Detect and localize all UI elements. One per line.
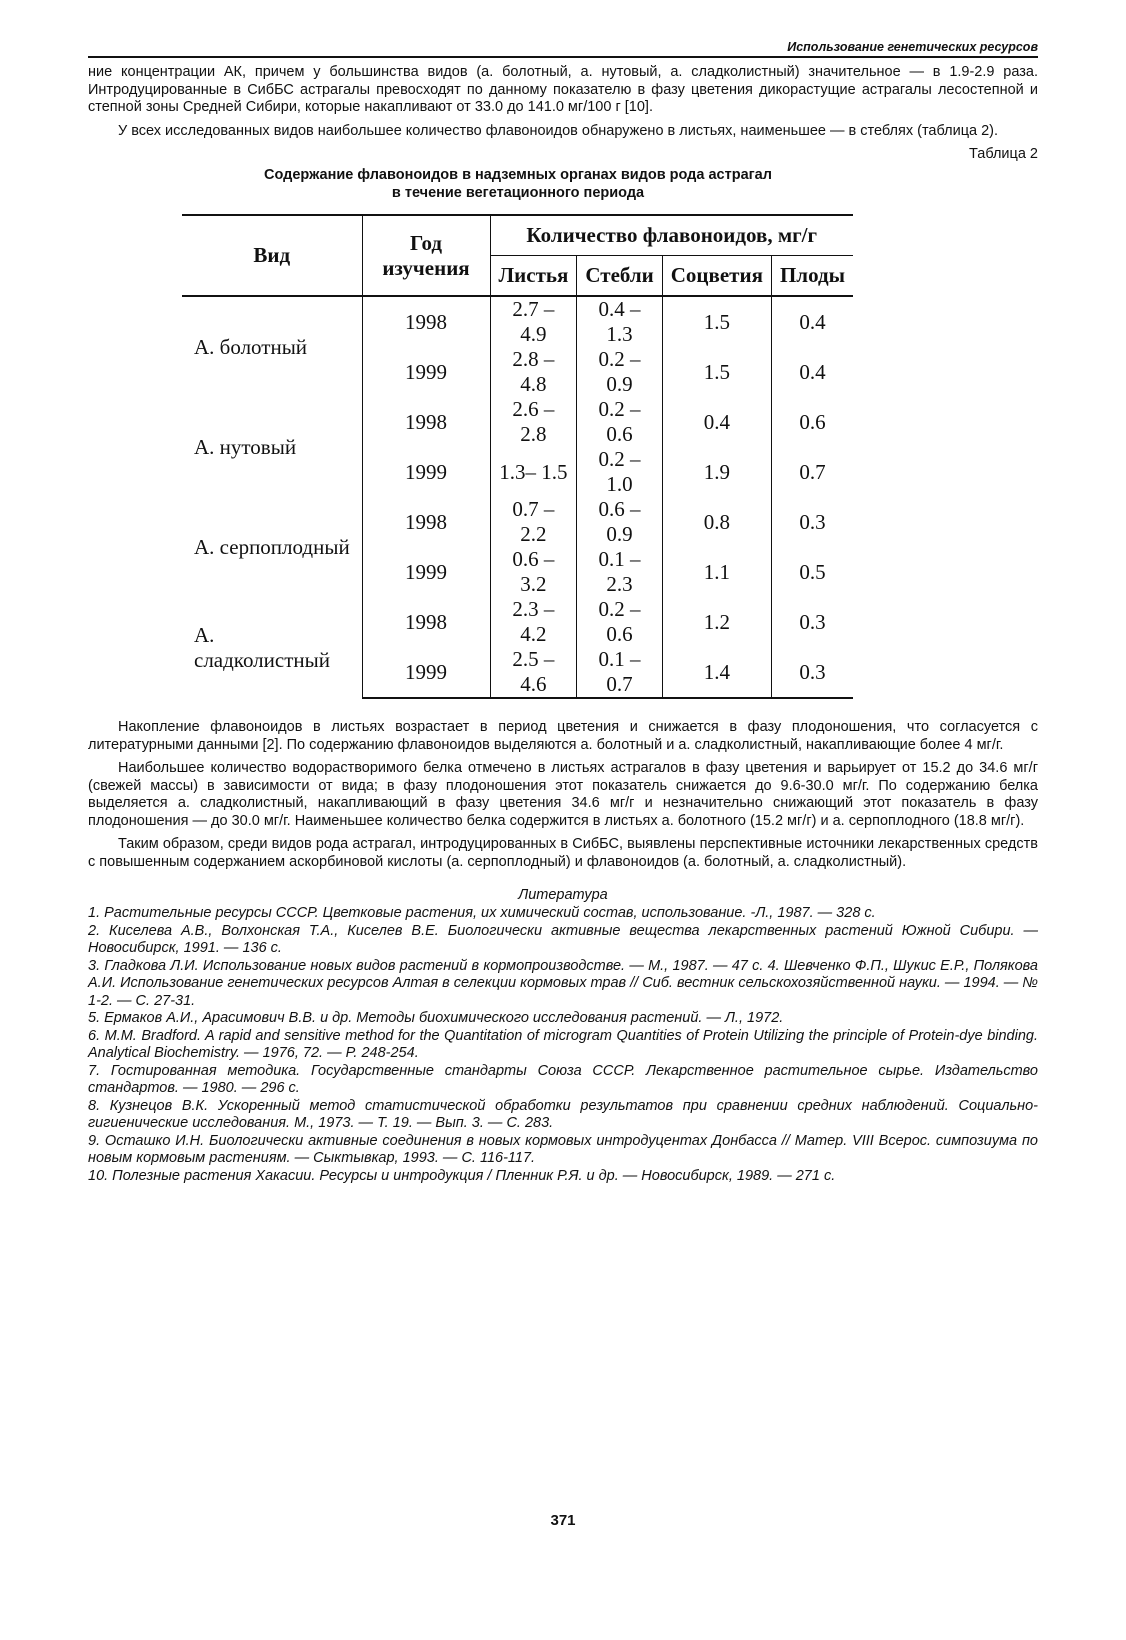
reference-item: 2. Киселева А.В., Волхонская Т.А., Киселев В.Е. Биологически активные вещества лекарственных растений Южной Сибири. — Новосибирск, 1991. — 136 с. [88, 922, 1038, 956]
fruits-cell: 0.7 [771, 447, 853, 497]
table-title [88, 166, 1038, 202]
stems-cell: 0.1 – 2.3 [577, 547, 662, 597]
reference-item: 1. Растительные ресурсы СССР. Цветковые растения, их химический состав, использование. -Л., 1987. — 328 с. [88, 905, 876, 921]
leaves-cell: 0.6 – 3.2 [490, 547, 577, 597]
table-title-line-1: Содержание флавоноидов в надземных органах видов рода астрагал [264, 167, 772, 183]
header-flavonoid-amount: Количество флавоноидов, мг/г [490, 215, 853, 256]
header-inflorescences: Соцветия [662, 256, 771, 297]
leaves-cell: 2.8 – 4.8 [490, 347, 577, 397]
year-cell: 1999 [362, 647, 490, 698]
species-name: А. нутовый [194, 434, 297, 459]
fruits-cell: 0.4 [771, 296, 853, 347]
species-name: А. болотный [194, 334, 308, 359]
inflorescences-cell: 1.9 [662, 447, 771, 497]
inflorescences-cell: 1.1 [662, 547, 771, 597]
inflorescences-cell: 1.5 [662, 296, 771, 347]
year-cell: 1998 [362, 497, 490, 547]
leaves-cell: 2.5 – 4.6 [490, 647, 577, 698]
body-paragraph-1: Накопление флавоноидов в листьях возрастает в период цветения и снижается в фазу плодоношения, что согласуется с литературными данными [2]. По содержанию флавоноидов выделяются а. болотный и а. сладколистный, накапливающие более 4 мг/г. [88, 719, 1038, 753]
stems-cell: 0.2 – 0.6 [577, 397, 662, 447]
body-paragraph-2: Наибольшее количество водорастворимого белка отмечено в листьях астрагалов в фазу цветения и варьирует от 15.2 до 34.6 мг/г (свежей массы) в зависимости от вида; в фазу плодоношения этот показатель снижается до 9.6-30.0 мг/г. По содержанию белка выделяется а. сладколистный, накапливающий в фазу цветения 34.6 мг/г и незначительно снижающий этот показатель в фазу плодоношения — до 30.0 мг/г. Наименьшее количество белка содержится в листьях а. болотного (15.2 мг/г) и а. серпоплодного (18.8 мг/г). [88, 760, 1038, 829]
leaves-cell: 0.7 – 2.2 [490, 497, 577, 547]
reference-item: 7. Гостированная методика. Государственные стандарты Союза СССР. Лекарственное растительное сырье. Издательство стандартов. — 1980. — 296 с. [88, 1062, 1038, 1096]
fruits-cell: 0.4 [771, 347, 853, 397]
fruits-cell: 0.3 [771, 597, 853, 647]
year-cell: 1999 [362, 447, 490, 497]
leaves-cell: 2.6 – 2.8 [490, 397, 577, 447]
stems-cell: 0.2 – 0.9 [577, 347, 662, 397]
inflorescences-cell: 1.2 [662, 597, 771, 647]
intro-paragraph-2: У всех исследованных видов наибольшее количество флавоноидов обнаружено в листьях, наименьшее — в стеблях (таблица 2). [118, 122, 999, 139]
flavonoid-table [182, 214, 853, 699]
table-row [182, 296, 853, 347]
header-species: Вид [182, 215, 362, 296]
inflorescences-cell: 1.4 [662, 647, 771, 698]
table-label: Таблица 2 [969, 146, 1038, 162]
reference-item: 9. Осташко И.Н. Биологически активные соединения в новых кормовых интродуцентах Донбасса // Матер. VIII Всерос. симпозиума по новым кормовым растениям. — Сыктывкар, 1993. — С. 116-117. [88, 1132, 1038, 1166]
table-row [182, 397, 853, 447]
running-header: Использование генетических ресурсов [88, 40, 1038, 58]
year-cell: 1998 [362, 597, 490, 647]
header-stems: Стебли [577, 256, 662, 297]
table-row [182, 597, 853, 647]
header-year: Год изучения [362, 215, 490, 296]
header-fruits: Плоды [771, 256, 853, 297]
year-cell: 1998 [362, 397, 490, 447]
reference-item: 6. M.M. Bradford. A rapid and sensitive method for the Quantitation of microgram Quantities of Protein Utilizing the principle of Protein-dye binding. Analytical Biochemistry. — 1976, 72. — P. 248-254. [88, 1027, 1038, 1061]
reference-item: 3. Гладкова Л.И. Использование новых видов растений в кормопроизводстве. — М., 1987. — 47 с. 4. Шевченко Ф.П., Шукис Е.Р., Полякова А.И. Использование генетических ресурсов Алтая в селекции кормовых трав // Сиб. вестник сельскохозяйственной науки. — 1994. — № 1-2. — С. 27-31. [88, 957, 1038, 1009]
inflorescences-cell: 0.8 [662, 497, 771, 547]
intro-text [88, 64, 1038, 140]
year-cell: 1999 [362, 347, 490, 397]
header-leaves: Листья [490, 256, 577, 297]
inflorescences-cell: 0.4 [662, 397, 771, 447]
fruits-cell: 0.3 [771, 497, 853, 547]
page-number: 371 [550, 1512, 576, 1529]
inflorescences-cell: 1.5 [662, 347, 771, 397]
fruits-cell: 0.6 [771, 397, 853, 447]
year-cell: 1999 [362, 547, 490, 597]
leaves-cell: 2.7 – 4.9 [490, 296, 577, 347]
species-name: А. серпоплодный [194, 534, 350, 559]
table-row [182, 497, 853, 547]
body-paragraph-3: Таким образом, среди видов рода астрагал, интродуцированных в СибБС, выявлены перспективные источники лекарственных средств с повышенным содержанием аскорбиновой кислоты (а. серпоплодный) и флавоноидов (а. болотный, а. сладколистный). [88, 836, 1038, 870]
leaves-cell: 1.3– 1.5 [490, 447, 577, 497]
intro-paragraph-1: ние концентрации АК, причем у большинства видов (а. болотный, а. нутовый, а. сладколистный) значительное — в 1.9-2.9 раза. Интродуцированные в СибБС астрагалы превосходят по данному показателю в фазу цветения дикорастущие астрагалы лесостепной и степной зоны Средней Сибири, которые накапливают от 33.0 до 141.0 мг/100 г [10]. [88, 64, 1038, 115]
fruits-cell: 0.3 [771, 647, 853, 698]
reference-list [88, 905, 1038, 1185]
literature-title: Литература [518, 887, 608, 903]
page-content [88, 40, 1038, 1185]
stems-cell: 0.2 – 0.6 [577, 597, 662, 647]
species-name: А. сладколистный [194, 622, 330, 672]
fruits-cell: 0.5 [771, 547, 853, 597]
stems-cell: 0.4 – 1.3 [577, 296, 662, 347]
year-cell: 1998 [362, 296, 490, 347]
body-text [88, 719, 1038, 871]
stems-cell: 0.6 – 0.9 [577, 497, 662, 547]
stems-cell: 0.2 – 1.0 [577, 447, 662, 497]
reference-item: 5. Ермаков А.И., Арасимович В.В. и др. Методы биохимического исследования растений. — Л., 1972. [88, 1010, 784, 1026]
leaves-cell: 2.3 – 4.2 [490, 597, 577, 647]
reference-item: 8. Кузнецов В.К. Ускоренный метод статистической обработки результатов при сравнении средних наблюдений. Социально-гигиенические исследования. М., 1973. — Т. 19. — Вып. 3. — С. 283. [88, 1097, 1038, 1131]
reference-item: 10. Полезные растения Хакасии. Ресурсы и интродукция / Пленник Р.Я. и др. — Новосибирск, 1989. — 271 с. [88, 1167, 836, 1184]
stems-cell: 0.1 – 0.7 [577, 647, 662, 698]
table-title-line-2: в течение вегетационного периода [391, 185, 645, 201]
